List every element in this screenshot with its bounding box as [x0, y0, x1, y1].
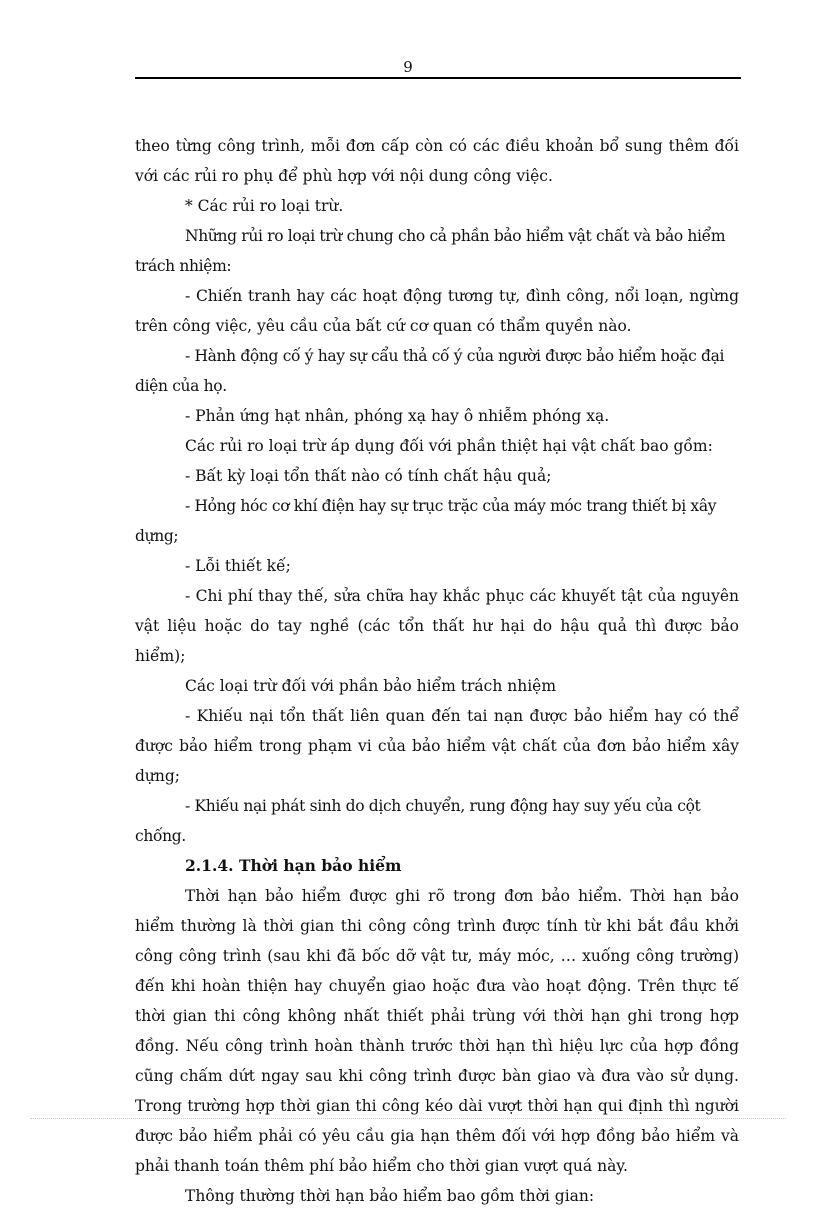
page-number: 9: [403, 58, 413, 76]
paragraph: - Hỏng hóc cơ khí điện hay sự trục trặc của máy móc trang thiết bị xây dựng;: [135, 497, 717, 545]
paragraph: Những rủi ro loại trừ chung cho cả phần bảo hiểm vật chất và bảo hiểm trách nhiệm:: [135, 227, 726, 275]
paragraph: Thời hạn bảo hiểm được ghi rõ trong đơn bảo hiểm. Thời hạn bảo hiểm thường là thời gian thi công công trình được tính từ khi bắt đầu khởi công công trình (sau khi đã bốc dỡ vật tư, máy móc, … xuống công trường) đến khi hoàn thiện hay chuyển giao hoặc đưa vào hoạt động. Trên thực tế thời gian thi công không nhất thiết phải trùng với thời hạn ghi trong hợp đồng. Nếu công trình hoàn thành trước thời hạn thì hiệu lực của hợp đồng cũng chấm dứt ngay sau khi công trình được bàn giao và đưa vào sử dụng. Trong trường hợp thời gian thi công kéo dài vượt thời hạn qui định thì người được bảo hiểm phải có yêu cầu gia hạn thêm đối với hợp đồng bảo hiểm và phải thanh toán thêm phí bảo hiểm cho thời gian vượt quá này.: [135, 887, 739, 1175]
paragraph: - Khiếu nại tổn thất liên quan đến tai nạn được bảo hiểm hay có thể được bảo hiểm trong phạm vi của bảo hiểm vật chất của đơn bảo hiểm xây dựng;: [135, 707, 739, 785]
paragraph: * Các rủi ro loại trừ.: [185, 197, 344, 215]
paragraph: - Lỗi thiết kế;: [185, 557, 291, 575]
paragraph: Thông thường thời hạn bảo hiểm bao gồm thời gian:: [185, 1187, 595, 1205]
paragraph: - Phản ứng hạt nhân, phóng xạ hay ô nhiễm phóng xạ.: [185, 407, 610, 425]
footer-rule: [30, 1118, 786, 1119]
paragraph: - Chiến tranh hay các hoạt động tương tự, đình công, nổi loạn, ngừng trên công việc, yêu cầu của bất cứ cơ quan có thẩm quyền nào.: [135, 287, 739, 335]
body-text: [135, 131, 739, 1211]
paragraph: - Hành động cố ý hay sự cẩu thả cố ý của người được bảo hiểm hoặc đại diện của họ.: [135, 347, 725, 395]
paragraph: theo từng công trình, mỗi đơn cấp còn có các điều khoản bổ sung thêm đối với các rủi ro phụ để phù hợp với nội dung công việc.: [135, 137, 739, 185]
header-rule: [135, 77, 741, 79]
paragraph: - Khiếu nại phát sinh do dịch chuyển, rung động hay suy yếu của cột chống.: [135, 797, 701, 845]
section-heading: 2.1.4. Thời hạn bảo hiểm: [185, 856, 402, 875]
paragraph: Các rủi ro loại trừ áp dụng đối với phần thiệt hại vật chất bao gồm:: [185, 437, 713, 455]
paragraph: - Chi phí thay thế, sửa chữa hay khắc phục các khuyết tật của nguyên vật liệu hoặc do tay nghề (các tổn thất hư hại do hậu quả thì được bảo hiểm);: [135, 587, 739, 665]
paragraph: Các loại trừ đối với phần bảo hiểm trách nhiệm: [185, 677, 557, 695]
paragraph: - Bất kỳ loại tổn thất nào có tính chất hậu quả;: [185, 467, 552, 485]
